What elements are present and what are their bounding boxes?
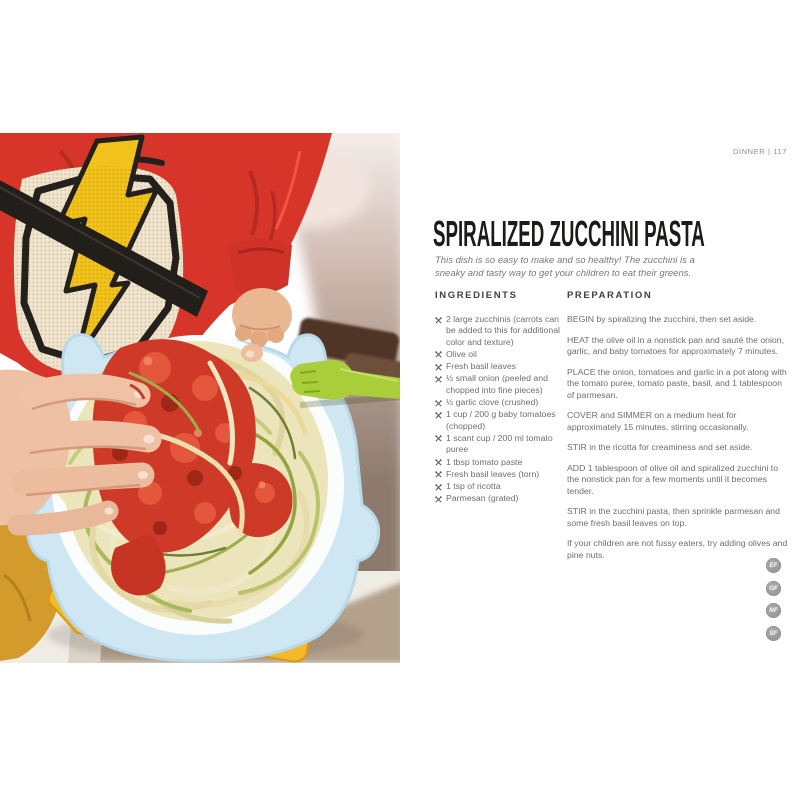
crossed-utensils-icon <box>435 484 442 491</box>
crossed-utensils-icon <box>435 496 442 503</box>
badge-nut-free: NF <box>766 603 781 618</box>
crossed-utensils-icon <box>435 400 442 407</box>
crossed-utensils-icon <box>435 317 442 324</box>
crossed-utensils-icon <box>435 471 442 478</box>
crossed-utensils-icon <box>435 351 442 358</box>
ingredient-item: 1 tsp of ricotta <box>435 481 561 492</box>
ingredient-item: Fresh basil leaves (torn) <box>435 469 561 480</box>
preparation-column <box>567 290 791 570</box>
preparation-step: If your children are not fussy eaters, try adding olives and pine nuts. <box>567 538 788 560</box>
recipe-intro: This dish is so easy to make and so healthy! The zucchini is a sneaky and tasty way to get your children to eat their greens. <box>435 254 695 279</box>
ingredients-list <box>435 314 561 505</box>
preparation-step: STIR in the ricotta for creaminess and set aside. <box>567 442 753 452</box>
ingredients-heading: INGREDIENTS <box>435 290 518 301</box>
ingredient-item: 1 scant cup / 200 ml tomato puree <box>435 433 561 456</box>
ingredient-item: Parmesan (grated) <box>435 493 561 504</box>
crossed-utensils-icon <box>435 459 442 466</box>
preparation-step: PLACE the onion, tomatoes and garlic in a pot along with the tomato puree, tomato paste, basil, and 1 tablespoon of parmesan. <box>567 366 787 400</box>
ingredient-item: Fresh basil leaves <box>435 361 561 372</box>
ingredient-item: 2 large zucchinis (carrots can be added to this for additional color and texture) <box>435 314 561 348</box>
ingredient-item: ½ small onion (peeled and chopped into fine pieces) <box>435 373 561 396</box>
crossed-utensils-icon <box>435 364 442 371</box>
preparation-step: STIR in the zucchini pasta, then sprinkle parmesan and some fresh basil leaves on top. <box>567 506 780 528</box>
ingredient-item: Olive oil <box>435 349 561 360</box>
preparation-step: COVER and SIMMER on a medium heat for approximately 15 minutes, stirring occasionally. <box>567 410 749 432</box>
crossed-utensils-icon <box>435 412 442 419</box>
crossed-utensils-icon <box>435 376 442 383</box>
recipe-title: SPIRALIZED ZUCCHINI PASTA <box>433 213 705 255</box>
ingredient-item: 1 tbsp tomato paste <box>435 457 561 468</box>
recipe-photo <box>0 133 400 663</box>
recipe-columns <box>435 290 791 570</box>
photo-illustration <box>0 133 400 663</box>
preparation-step: HEAT the olive oil in a nonstick pan and sauté the onion, garlic, and baby tomatoes for approximately 7 minutes. <box>567 334 785 356</box>
ingredient-item: 1 cup / 200 g baby tomatoes (chopped) <box>435 409 561 432</box>
preparation-heading: PREPARATION <box>567 290 653 301</box>
ingredient-item: ½ garlic clove (crushed) <box>435 397 561 408</box>
crossed-utensils-icon <box>435 435 442 442</box>
preparation-step: ADD 1 tablespoon of olive oil and spiralized zucchini to the nonstick pan for a few moments until it becomes tender. <box>567 462 779 496</box>
dietary-badges <box>766 558 782 648</box>
ingredients-column <box>435 290 561 570</box>
badge-sugar-free: SF <box>766 626 781 641</box>
page-header-folio: DINNER | 117 <box>732 147 787 156</box>
badge-egg-free: EF <box>766 558 781 573</box>
badge-gluten-free: GF <box>766 581 781 596</box>
preparation-step: BEGIN by spiralizing the zucchini, then set aside. <box>567 314 757 324</box>
